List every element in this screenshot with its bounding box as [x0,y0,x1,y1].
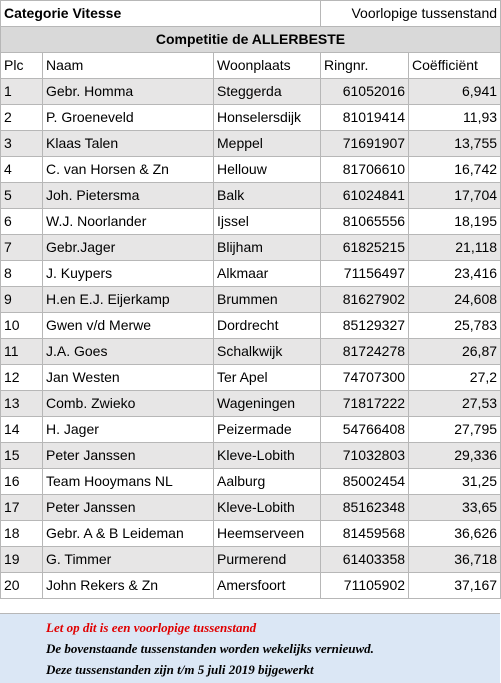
cell-naam: Peter Janssen [43,443,214,469]
table-row [1,495,501,521]
cell-woonplaats: Purmerend [214,547,321,573]
table-row [1,313,501,339]
cell-naam: P. Groeneveld [43,105,214,131]
cell-ringnr: 61024841 [321,183,409,209]
cell-plc: 19 [1,547,43,573]
cell-plc: 20 [1,573,43,599]
cell-ringnr: 61403358 [321,547,409,573]
cell-plc: 9 [1,287,43,313]
cell-coefficient: 31,25 [409,469,501,495]
header-woonplaats: Woonplaats [214,53,321,79]
cell-woonplaats: Kleve-Lobith [214,443,321,469]
table-row [1,391,501,417]
table-row [1,209,501,235]
cell-ringnr: 74707300 [321,365,409,391]
cell-woonplaats: Steggerda [214,79,321,105]
cell-coefficient: 36,718 [409,547,501,573]
cell-plc: 7 [1,235,43,261]
cell-plc: 13 [1,391,43,417]
table-row [1,417,501,443]
cell-naam: H.en E.J. Eijerkamp [43,287,214,313]
header-ringnr: Ringnr. [321,53,409,79]
cell-woonplaats: Hellouw [214,157,321,183]
cell-coefficient: 24,608 [409,287,501,313]
cell-plc: 4 [1,157,43,183]
cell-naam: Peter Janssen [43,495,214,521]
cell-coefficient: 29,336 [409,443,501,469]
cell-plc: 5 [1,183,43,209]
cell-naam: W.J. Noorlander [43,209,214,235]
cell-naam: Team Hooymans NL [43,469,214,495]
cell-ringnr: 81706610 [321,157,409,183]
cell-coefficient: 27,795 [409,417,501,443]
cell-coefficient: 13,755 [409,131,501,157]
cell-ringnr: 71156497 [321,261,409,287]
cell-ringnr: 71817222 [321,391,409,417]
table-row [1,365,501,391]
cell-coefficient: 25,783 [409,313,501,339]
cell-ringnr: 81065556 [321,209,409,235]
cell-woonplaats: Schalkwijk [214,339,321,365]
cell-naam: John Rekers & Zn [43,573,214,599]
cell-ringnr: 81627902 [321,287,409,313]
cell-woonplaats: Blijham [214,235,321,261]
cell-coefficient: 11,93 [409,105,501,131]
table-row [1,79,501,105]
cell-plc: 10 [1,313,43,339]
cell-coefficient: 21,118 [409,235,501,261]
cell-coefficient: 36,626 [409,521,501,547]
table-row [1,157,501,183]
cell-coefficient: 18,195 [409,209,501,235]
table-row [1,287,501,313]
cell-naam: Comb. Zwieko [43,391,214,417]
cell-plc: 15 [1,443,43,469]
cell-plc: 3 [1,131,43,157]
title-row [1,1,501,27]
cell-plc: 11 [1,339,43,365]
cell-naam: Klaas Talen [43,131,214,157]
cell-naam: G. Timmer [43,547,214,573]
table-row [1,573,501,599]
competition-title: Competitie de ALLERBESTE [1,27,501,53]
header-plc: Plc [1,53,43,79]
competition-row [1,27,501,53]
cell-coefficient: 27,53 [409,391,501,417]
table-row [1,235,501,261]
footer-update-note: De bovenstaande tussenstanden worden wekelijks vernieuwd. [46,641,374,656]
cell-naam: Gebr.Jager [43,235,214,261]
cell-ringnr: 85162348 [321,495,409,521]
cell-plc: 18 [1,521,43,547]
cell-ringnr: 71691907 [321,131,409,157]
cell-woonplaats: Meppel [214,131,321,157]
status-label: Voorlopige tussenstand [321,1,501,27]
table-row [1,183,501,209]
cell-woonplaats: Dordrecht [214,313,321,339]
cell-ringnr: 54766408 [321,417,409,443]
cell-naam: Gebr. Homma [43,79,214,105]
cell-coefficient: 26,87 [409,339,501,365]
cell-coefficient: 17,704 [409,183,501,209]
cell-ringnr: 71105902 [321,573,409,599]
cell-naam: Gwen v/d Merwe [43,313,214,339]
cell-woonplaats: Balk [214,183,321,209]
footer-notice [0,613,500,683]
table-row [1,339,501,365]
header-coefficient: Coëfficiënt [409,53,501,79]
cell-naam: Joh. Pietersma [43,183,214,209]
cell-plc: 2 [1,105,43,131]
cell-woonplaats: Alkmaar [214,261,321,287]
cell-plc: 14 [1,417,43,443]
table-row [1,105,501,131]
footer-warning: Let op dit is een voorlopige tussenstand [46,620,257,635]
cell-coefficient: 33,65 [409,495,501,521]
cell-woonplaats: Wageningen [214,391,321,417]
cell-ringnr: 81459568 [321,521,409,547]
cell-ringnr: 81019414 [321,105,409,131]
table-row [1,521,501,547]
cell-ringnr: 85129327 [321,313,409,339]
cell-plc: 12 [1,365,43,391]
cell-plc: 6 [1,209,43,235]
cell-naam: J. Kuypers [43,261,214,287]
cell-coefficient: 37,167 [409,573,501,599]
cell-woonplaats: Brummen [214,287,321,313]
cell-ringnr: 61052016 [321,79,409,105]
cell-woonplaats: Honselersdijk [214,105,321,131]
cell-ringnr: 85002454 [321,469,409,495]
cell-ringnr: 61825215 [321,235,409,261]
cell-woonplaats: Ter Apel [214,365,321,391]
table-row [1,261,501,287]
column-header-row [1,53,501,79]
table-row [1,547,501,573]
cell-coefficient: 6,941 [409,79,501,105]
cell-naam: C. van Horsen & Zn [43,157,214,183]
cell-plc: 17 [1,495,43,521]
cell-ringnr: 71032803 [321,443,409,469]
footer-date-note: Deze tussenstanden zijn t/m 5 juli 2019 bijgewerkt [46,662,314,677]
cell-woonplaats: Kleve-Lobith [214,495,321,521]
cell-woonplaats: Ijssel [214,209,321,235]
cell-woonplaats: Amersfoort [214,573,321,599]
cell-naam: H. Jager [43,417,214,443]
table-row [1,443,501,469]
cell-woonplaats: Heemserveen [214,521,321,547]
cell-naam: Jan Westen [43,365,214,391]
cell-naam: J.A. Goes [43,339,214,365]
cell-woonplaats: Aalburg [214,469,321,495]
cell-coefficient: 27,2 [409,365,501,391]
cell-plc: 1 [1,79,43,105]
table-row [1,469,501,495]
table-row [1,131,501,157]
cell-coefficient: 23,416 [409,261,501,287]
cell-coefficient: 16,742 [409,157,501,183]
cell-woonplaats: Peizermade [214,417,321,443]
header-naam: Naam [43,53,214,79]
cell-naam: Gebr. A & B Leideman [43,521,214,547]
cell-plc: 8 [1,261,43,287]
category-label: Categorie Vitesse [1,1,321,27]
cell-ringnr: 81724278 [321,339,409,365]
cell-plc: 16 [1,469,43,495]
